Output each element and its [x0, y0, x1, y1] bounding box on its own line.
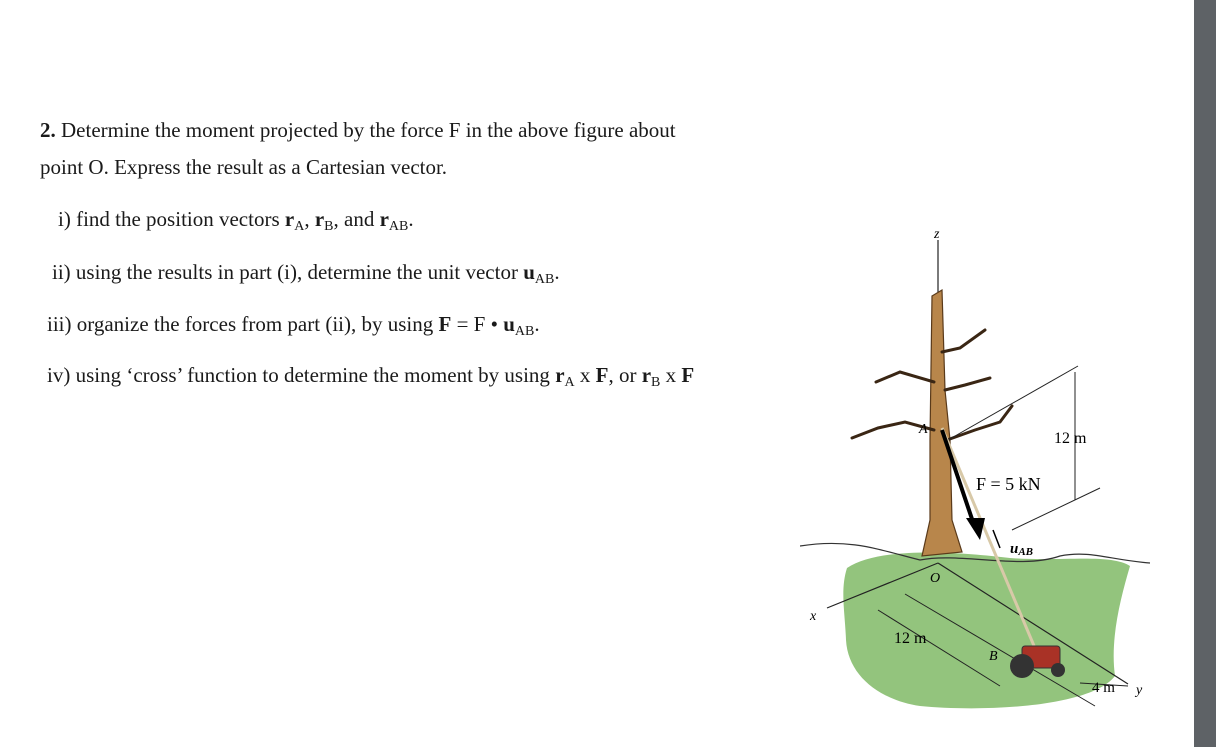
y-label: y — [1136, 683, 1143, 698]
tree-force-figure — [800, 210, 1180, 730]
ground-dimension-label: 12 m — [894, 630, 927, 647]
ground-area — [843, 552, 1130, 708]
question-line-1 — [40, 112, 800, 149]
point-o-label: O — [930, 571, 941, 586]
side-dimension-label: 4 m — [1092, 680, 1115, 696]
force-arrow-head — [966, 518, 985, 540]
force-label: F = 5 kN — [976, 474, 1041, 494]
unit-vector-label: uAB — [1010, 541, 1034, 558]
tree-trunk — [922, 290, 962, 556]
unit-vector-arrow — [993, 530, 1000, 548]
x-label: x — [810, 609, 817, 624]
height-ref-top — [948, 366, 1078, 440]
height-ref-bottom — [1012, 488, 1100, 530]
step-1: i) find the position vectors $r_A$, $r_B$, and $r_{AB}$. — [58, 207, 414, 234]
question-line-2: point O. Express the result as a Cartesian vector. — [40, 155, 448, 179]
step-2: ii) using the results in part (i), determine the unit vector $u_{AB}$. — [52, 260, 560, 287]
point-a-label: A — [919, 422, 928, 437]
point-b-label: B — [989, 649, 998, 664]
step-4: iv) using ‘cross’ function to determine the moment by using $r_A$ x F, or $r_B$ x F — [47, 363, 695, 390]
question-text — [40, 112, 800, 186]
scrollbar[interactable] — [1194, 0, 1216, 747]
height-dimension-label: 12 m — [1054, 430, 1087, 447]
question-number: 2. — [40, 118, 56, 142]
question-line-1-text: Determine the moment projected by the force F in the above figure about — [61, 118, 676, 142]
z-label: z — [934, 227, 940, 242]
step-3: iii) organize the forces from part (ii), by using F = F • $u_{AB}$. — [47, 312, 540, 339]
